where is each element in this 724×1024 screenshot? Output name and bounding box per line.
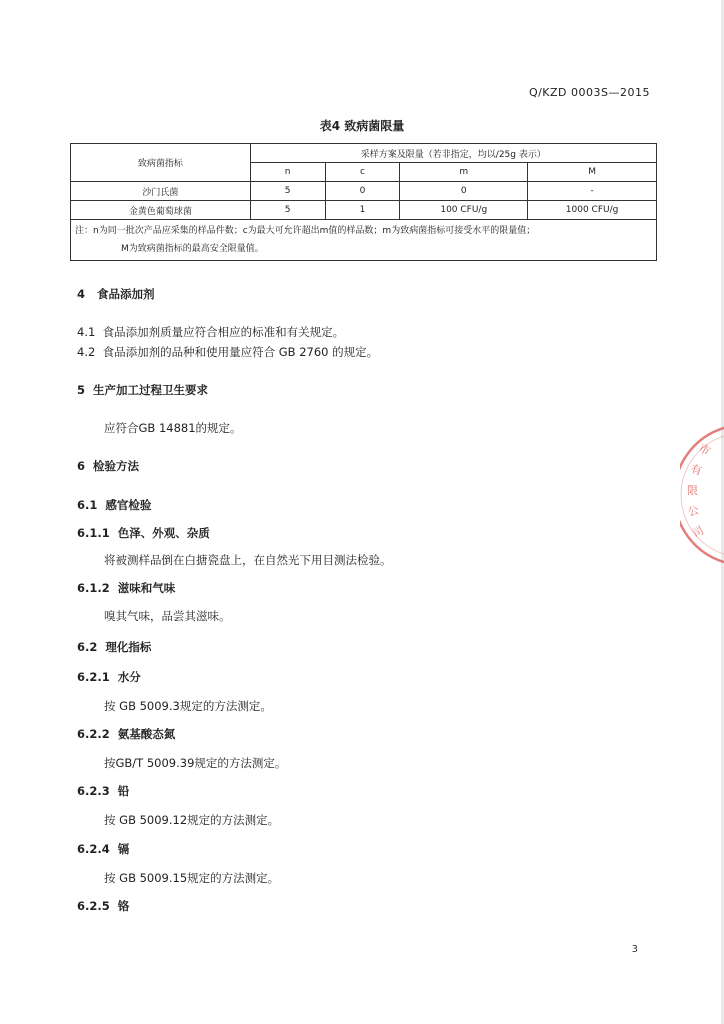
row-M: 1000 CFU/g — [528, 201, 657, 220]
standard-code: Q/KZD 0003S—2015 — [528, 86, 650, 99]
svg-text:有: 有 — [689, 462, 704, 478]
section-6-2-3-body: 按 GB 5009.12规定的方法测定。 — [104, 813, 280, 827]
section-6-2-2-body: 按GB/T 5009.39规定的方法测定。 — [104, 756, 287, 770]
table-row — [71, 182, 657, 201]
section-6-2-1-heading: 6.2.1 水分 — [77, 670, 141, 684]
row-name: 金黄色葡萄球菌 — [71, 201, 251, 220]
svg-text:司: 司 — [690, 523, 707, 541]
section-6-1-2-heading: 6.1.2 滋味和气味 — [77, 581, 176, 595]
section-6-2-heading: 6.2 理化指标 — [77, 640, 152, 654]
row-name: 沙门氏菌 — [71, 182, 251, 201]
table-title: 表4 致病菌限量 — [319, 119, 405, 133]
row-c: 1 — [325, 201, 400, 220]
section-6-2-4-heading: 6.2.4 镉 — [77, 842, 130, 856]
svg-text:公: 公 — [686, 503, 701, 519]
section-6-2-4-body: 按 GB 5009.15规定的方法测定。 — [104, 871, 280, 885]
subheader-M: M — [528, 163, 657, 182]
section-6-2-2-heading: 6.2.2 氨基酸态氮 — [77, 727, 176, 741]
row-n: 5 — [250, 201, 325, 220]
row-c: 0 — [325, 182, 400, 201]
section-6-2-1-body: 按 GB 5009.3规定的方法测定。 — [104, 699, 272, 713]
row-n: 5 — [250, 182, 325, 201]
section-5-heading: 5 生产加工过程卫生要求 — [77, 383, 209, 397]
subheader-m: m — [400, 163, 528, 182]
section-6-heading: 6 检验方法 — [77, 459, 140, 473]
table-note-row — [71, 220, 657, 261]
section-6-1-heading: 6.1 感官检验 — [77, 498, 152, 512]
svg-text:市: 市 — [696, 441, 713, 459]
table-header-row — [71, 144, 657, 163]
row-M: - — [528, 182, 657, 201]
page-number: 3 — [631, 944, 638, 955]
section-6-1-1-body: 将被测样品倒在白搪瓷盘上，在自然光下用目测法检验。 — [104, 553, 392, 567]
section-6-2-5-heading: 6.2.5 铬 — [77, 899, 130, 913]
section-6-2-3-heading: 6.2.3 铅 — [77, 784, 130, 798]
section-5-body: 应符合GB 14881的规定。 — [104, 421, 242, 435]
table-note — [71, 220, 657, 261]
header-indicator: 致病菌指标 — [71, 144, 251, 182]
pathogen-limit-table — [70, 143, 657, 261]
row-m: 0 — [400, 182, 528, 201]
section-4-heading: 4 食品添加剂 — [77, 287, 155, 301]
table-row — [71, 201, 657, 220]
subheader-c: c — [325, 163, 400, 182]
header-sampling-plan: 采样方案及限量（若非指定，均以/25g 表示） — [250, 144, 656, 163]
note-line-2: M为致病菌指标的最高安全限量值。 — [121, 244, 264, 254]
clause-4-2: 4.2 食品添加剂的品种和使用量应符合 GB 2760 的规定。 — [77, 345, 379, 359]
company-seal-icon — [680, 420, 724, 570]
clause-4-1: 4.1 食品添加剂质量应符合相应的标准和有关规定。 — [77, 325, 345, 339]
note-line-1: 注：n为同一批次产品应采集的样品件数；c为最大可允许超出m值的样品数；m为致病菌指标可接受水平的限量值； — [75, 226, 536, 236]
row-m: 100 CFU/g — [400, 201, 528, 220]
svg-text:限: 限 — [687, 484, 698, 497]
section-6-1-1-heading: 6.1.1 色泽、外观、杂质 — [77, 526, 210, 540]
subheader-n: n — [250, 163, 325, 182]
section-6-1-2-body: 嗅其气味，品尝其滋味。 — [104, 609, 231, 623]
